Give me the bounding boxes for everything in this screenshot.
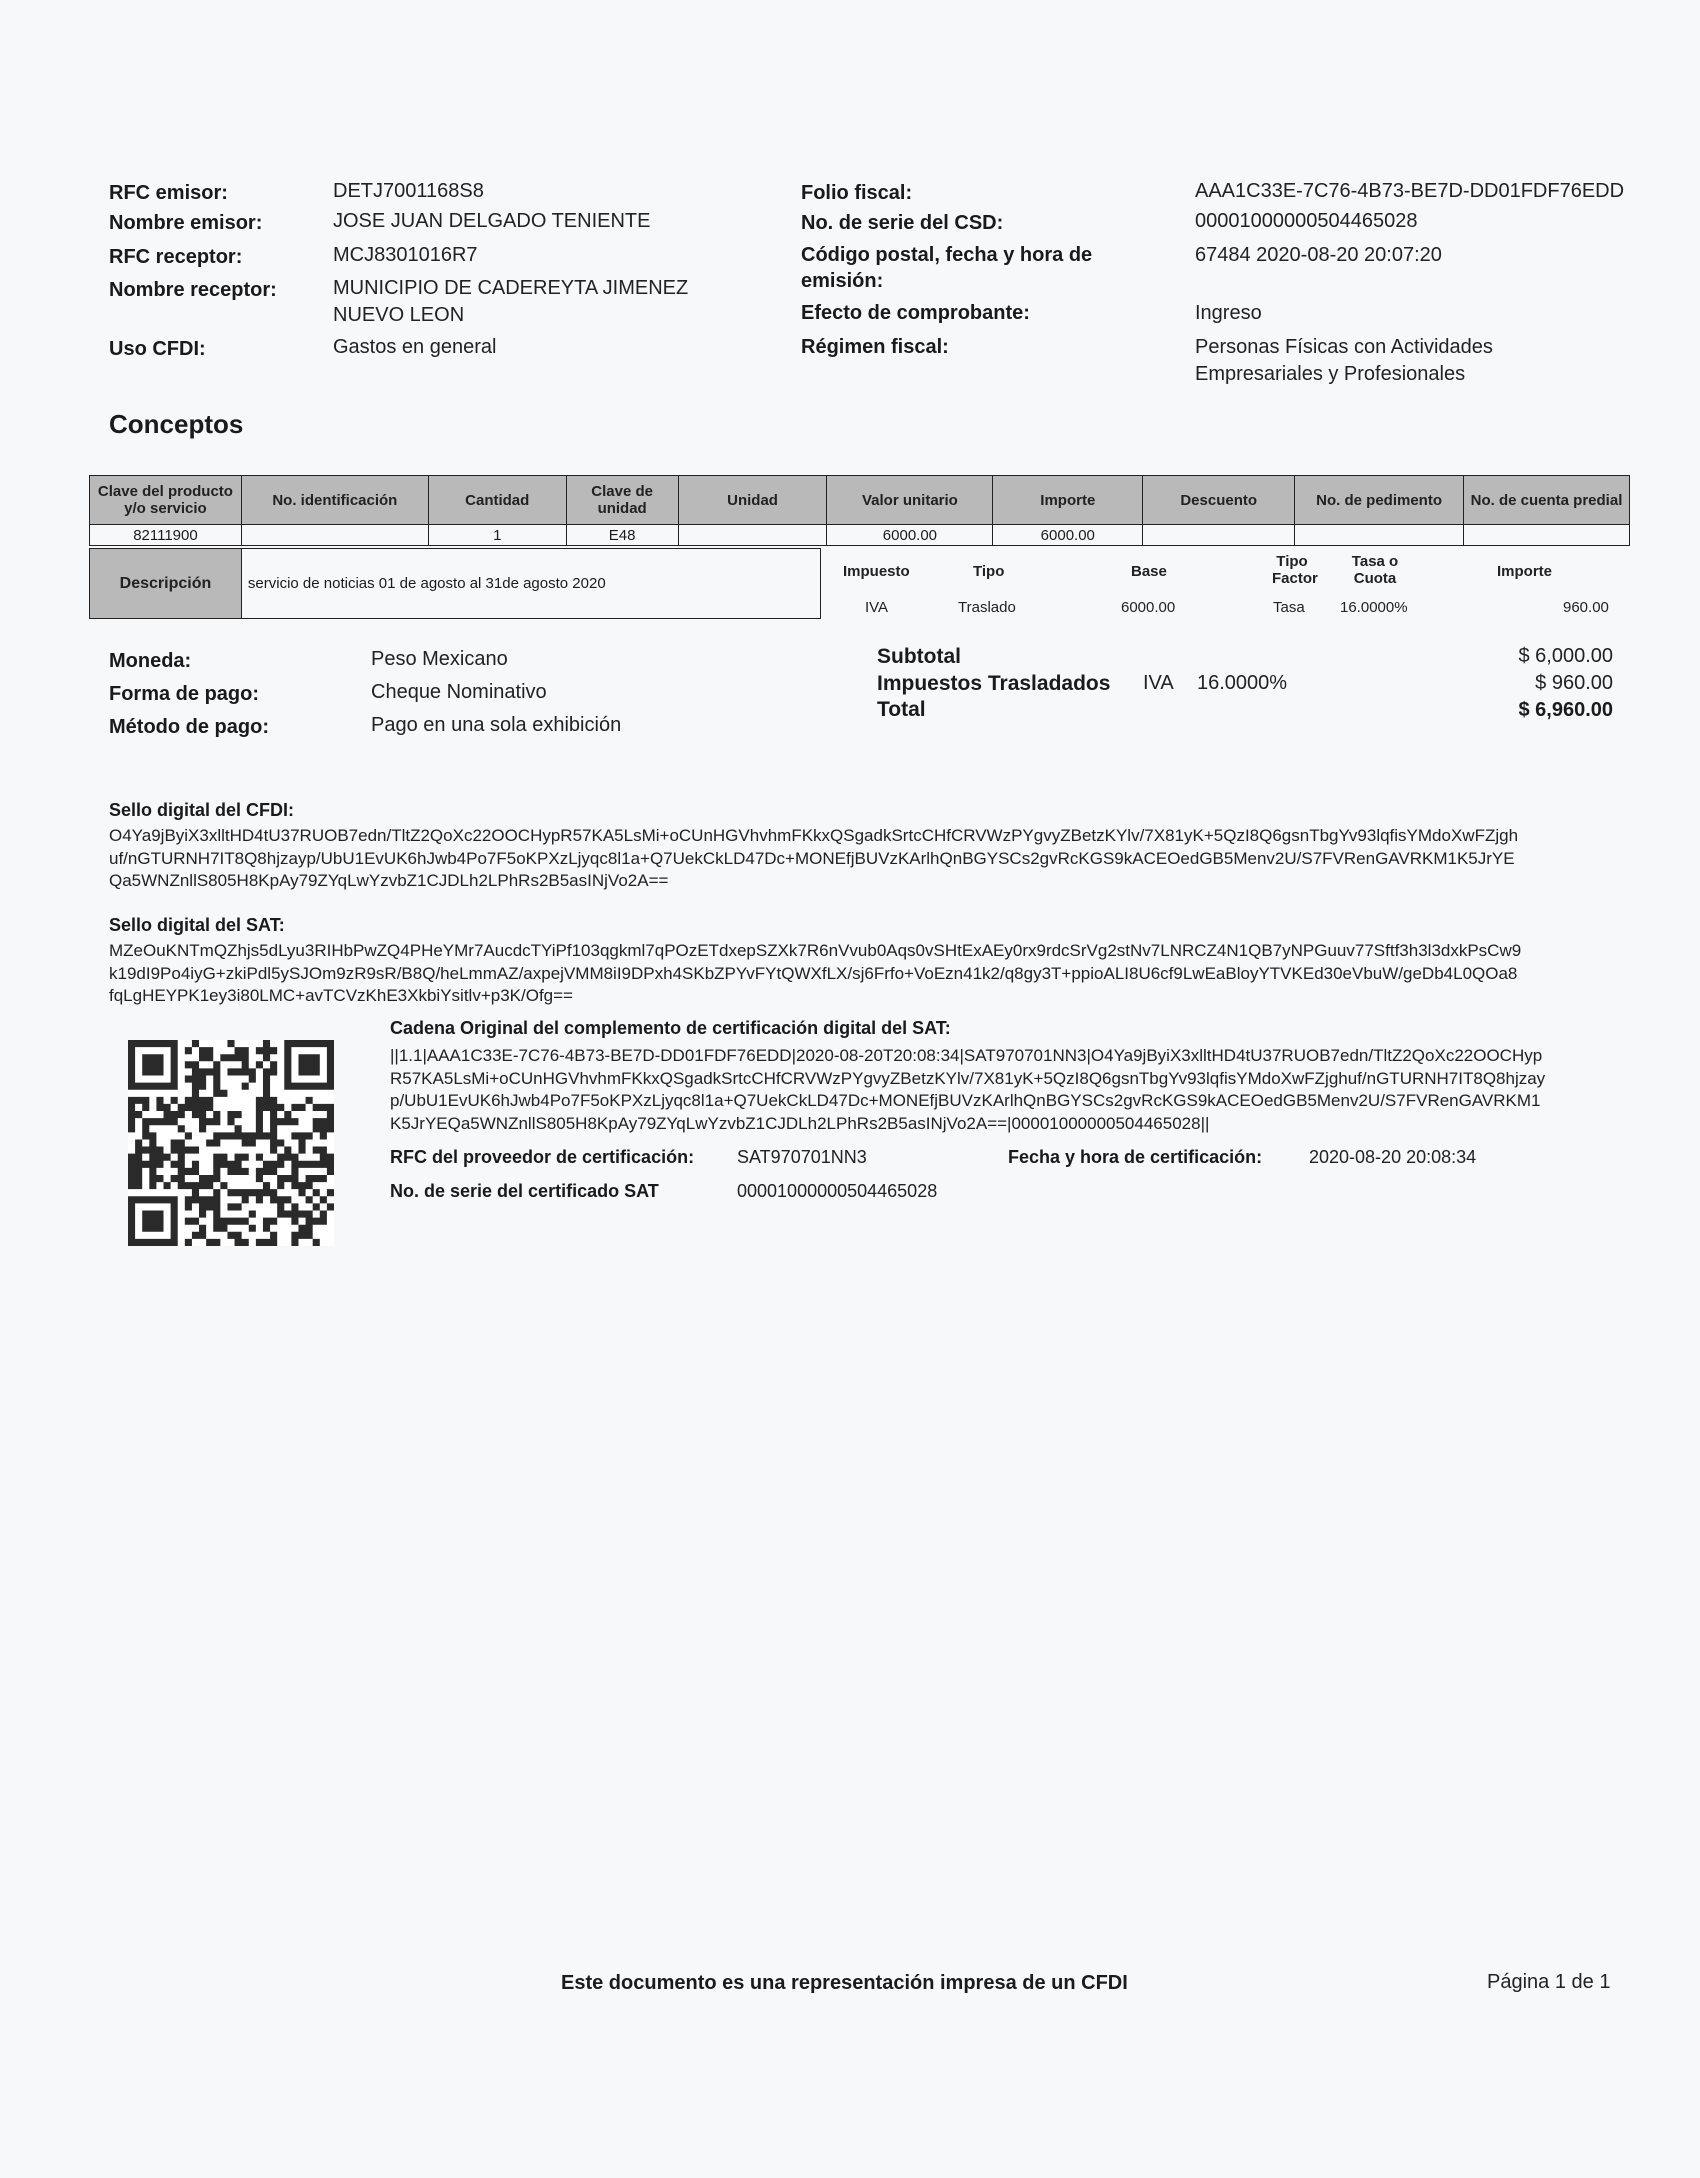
imp-header-impuesto: Impuesto: [843, 563, 910, 580]
forma-pago-label: Forma de pago:: [109, 683, 260, 705]
footer-pagina: Página 1 de 1: [1487, 1971, 1611, 1993]
forma-pago-value: Cheque Nominativo: [371, 681, 547, 703]
descripcion-value: servicio de noticias 01 de agosto al 31de agosto 2020: [241, 549, 820, 619]
imp-cell-base: 6000.00: [1121, 599, 1176, 616]
metodo-pago-value: Pago en una sola exhibición: [371, 714, 622, 736]
imp-cell-tipo-factor: Tasa: [1273, 599, 1305, 616]
sello-sat-label: Sello digital del SAT:: [109, 915, 285, 935]
cadena-original-label: Cadena Original del complemento de certificación digital del SAT:: [390, 1018, 951, 1038]
rfc-proveedor-label: RFC del proveedor de certificación:: [390, 1147, 695, 1167]
col-no-identificacion: No. identificación: [241, 476, 428, 525]
conceptos-table: [89, 475, 1630, 546]
qr-code-image: [128, 1040, 334, 1246]
total-label: Total: [877, 698, 926, 721]
impuestos-trasladados-value: $ 960.00: [1535, 672, 1613, 694]
cadena-original-value: ||1.1|AAA1C33E-7C76-4B73-BE7D-DD01FDF76EDD|2020-08-20T20:08:34|SAT970701NN3|O4Ya9jByiX3xlltHD4tU37RUOB7edn/TltZ2QoXc22OOCHyp R57KA5LsMi+oCUnHGVhvhmFKkxQSgadkSrtcCHfCRVWzPYgvyZBetzKYlv/7X81yK+5QzI8Q6gsnTbgYv93lqfisYMdoXwFZjghuf/nGTURNH7IT8Q8hjzay p/UbU1EvUK6hJwb4Po7F5oKPXzLjyqc8l1a+Q7UekCkLD47Dc+MONEfjBUVzKArlhQnBGYSCs2gvRcKGS9kACEOedGB5Menv2U/S7FVRenGAVRKM1 K5JrYEQa5WNZnllS805H8KpAy79ZYqLwYzvbZ1CJDLh2LPhRs2B5asINjVo2A==|00001000000504465028||: [390, 1046, 1546, 1133]
cell-cantidad: 1: [428, 525, 566, 546]
col-clave-unidad: Clave de unidad: [566, 476, 678, 525]
nombre-emisor-label: Nombre emisor:: [109, 212, 263, 234]
folio-fiscal-value: AAA1C33E-7C76-4B73-BE7D-DD01FDF76EDD: [1195, 180, 1625, 202]
rfc-emisor-label: RFC emisor:: [109, 182, 228, 204]
serie-certificado-sat-label: No. de serie del certificado SAT: [390, 1181, 659, 1201]
moneda-label: Moneda:: [109, 650, 192, 672]
col-no-pedimento: No. de pedimento: [1295, 476, 1464, 525]
imp-cell-impuesto: IVA: [865, 599, 889, 616]
regimen-line2: Empresariales y Profesionales: [1195, 363, 1466, 385]
efecto-label: Efecto de comprobante:: [801, 302, 1030, 324]
cell-no-pedimento: [1295, 525, 1464, 546]
imp-cell-tasa: 16.0000%: [1340, 599, 1408, 616]
regimen-label: Régimen fiscal:: [801, 336, 949, 358]
col-cantidad: Cantidad: [428, 476, 566, 525]
rfc-proveedor-value: SAT970701NN3: [737, 1147, 867, 1167]
fecha-certificacion-value: 2020-08-20 20:08:34: [1309, 1147, 1477, 1167]
efecto-value: Ingreso: [1195, 302, 1262, 324]
descripcion-label: Descripción: [90, 549, 242, 619]
col-importe: Importe: [993, 476, 1143, 525]
impuestos-tipo: IVA: [1143, 672, 1174, 694]
imp-header-base: Base: [1131, 563, 1167, 580]
col-clave-producto: Clave del producto y/o servicio: [90, 476, 242, 525]
uso-cfdi-label: Uso CFDI:: [109, 338, 206, 360]
sello-sat-value: MZeOuKNTmQZhjs5dLyu3RIHbPwZQ4PHeYMr7AucdcTYiPf103qgkml7qPOzETdxepSZXk7R6nVvub0Aqs0vSHtExAEy0rx9rdcSrVg2stNv7LNRCZ4N1QB7yNPGuuv77Sftf3h3l3dxkPsCw9 k19dI9Po4iyG+zkiPdl5ySJOm9zR9sR/B8Q/heLmmAZ/axpejVMM8iI9DPxh4SKbZPYvFYtQWXfLX/sj6Frfo+VoEzn41k2/q8gy3T+ppioALI8U6cf9LwEaBloyYTVKEd30eVbuW/geDb4L0QOa8 fqLgHEYPK1ey3i80LMC+avTCVzKhE3XkbiYsitlv+p3K/Ofg==: [109, 941, 1522, 1005]
cell-clave-unidad: E48: [566, 525, 678, 546]
rfc-emisor-value: DETJ7001168S8: [333, 180, 484, 202]
descripcion-table: [89, 548, 821, 619]
serie-csd-label: No. de serie del CSD:: [801, 212, 1004, 234]
serie-certificado-sat-value: 00001000000504465028: [737, 1181, 938, 1201]
cell-valor-unitario: 6000.00: [827, 525, 993, 546]
sello-cfdi-value: O4Ya9jByiX3xlltHD4tU37RUOB7edn/TltZ2QoXc22OOCHypR57KA5LsMi+oCUnHGVhvhmFKkxQSgadkSrtcCHfCRVWzPYgvyZBetzKYlv/7X81yK+5QzI8Q6gsnTbgYv93lqfisYMdoXwFZjgh uf/nGTURNH7IT8Q8hjzayp/UbU1EvUK6hJwb4Po7F5oKPXzLjyqc8l1a+Q7UekCkLD47Dc+MONEfjBUVzKArlhQnBGYSCs2gvRcKGS9kACEOedGB5Menv2U/S7FVRenGAVRKM1K5JrYE Qa5WNZnllS805H8KpAy79ZYqLwYzvbZ1CJDLh2LPhRs2B5asINjVo2A==: [109, 826, 1519, 890]
subtotal-value: $ 6,000.00: [1518, 645, 1613, 667]
nombre-receptor-label: Nombre receptor:: [109, 279, 277, 301]
regimen-line1: Personas Físicas con Actividades: [1195, 336, 1493, 358]
uso-cfdi-value: Gastos en general: [333, 336, 497, 358]
cp-fecha-label-line1: Código postal, fecha y hora de: [801, 244, 1093, 266]
imp-header-importe: Importe: [1497, 563, 1553, 580]
footer-representacion: Este documento es una representación impresa de un CFDI: [561, 1972, 1128, 1994]
moneda-value: Peso Mexicano: [371, 648, 508, 670]
nombre-emisor-value: JOSE JUAN DELGADO TENIENTE: [333, 210, 651, 232]
conceptos-title: Conceptos: [109, 409, 244, 439]
cell-no-cuenta-predial: [1464, 525, 1630, 546]
metodo-pago-label: Método de pago:: [109, 716, 269, 738]
conceptos-header-row: [90, 476, 1630, 525]
cp-fecha-label-line2: emisión:: [801, 270, 884, 292]
cp-fecha-value: 67484 2020-08-20 20:07:20: [1195, 244, 1442, 266]
cell-descuento: [1143, 525, 1295, 546]
nombre-receptor-line1: MUNICIPIO DE CADEREYTA JIMENEZ: [333, 277, 689, 299]
impuestos-tasa: 16.0000%: [1197, 672, 1288, 694]
col-descuento: Descuento: [1143, 476, 1295, 525]
rfc-receptor-label: RFC receptor:: [109, 246, 243, 268]
imp-cell-importe: 960.00: [1563, 599, 1609, 616]
folio-fiscal-label: Folio fiscal:: [801, 182, 913, 204]
rfc-receptor-value: MCJ8301016R7: [333, 244, 478, 266]
imp-cell-tipo: Traslado: [958, 599, 1016, 616]
imp-header-tipo: Tipo: [973, 563, 1005, 580]
table-row: [90, 525, 1630, 546]
serie-csd-value: 00001000000504465028: [1195, 210, 1418, 232]
imp-header-tasa: Tasa o Cuota: [1351, 553, 1399, 587]
impuestos-trasladados-label: Impuestos Trasladados: [877, 672, 1111, 695]
imp-header-tipo-factor: Tipo Factor: [1272, 553, 1318, 587]
col-unidad: Unidad: [678, 476, 827, 525]
cell-unidad: [678, 525, 827, 546]
total-value: $ 6,960.00: [1518, 699, 1613, 721]
col-no-cuenta-predial: No. de cuenta predial: [1464, 476, 1630, 525]
col-valor-unitario: Valor unitario: [827, 476, 993, 525]
cell-clave: 82111900: [90, 525, 242, 546]
subtotal-label: Subtotal: [877, 645, 961, 668]
sello-cfdi-label: Sello digital del CFDI:: [109, 800, 295, 820]
cell-no-ident: [241, 525, 428, 546]
nombre-receptor-line2: NUEVO LEON: [333, 304, 465, 326]
fecha-certificacion-label: Fecha y hora de certificación:: [1008, 1147, 1263, 1167]
cell-importe: 6000.00: [993, 525, 1143, 546]
